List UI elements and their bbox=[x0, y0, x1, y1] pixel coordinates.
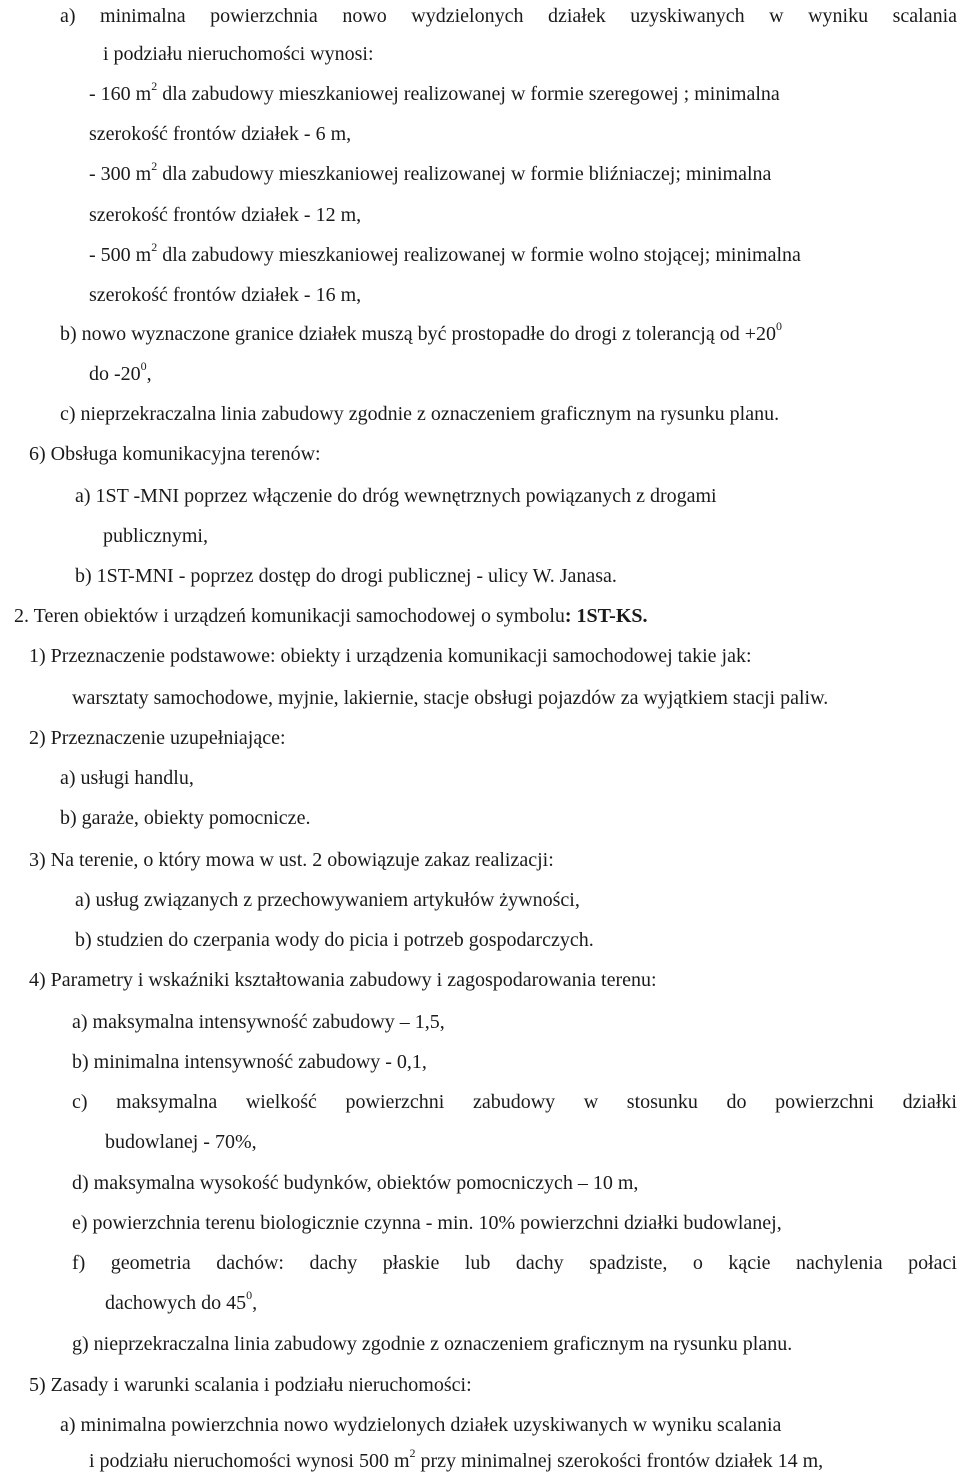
text-line: warsztaty samochodowe, myjnie, lakiernie, stacje obsługi pojazdów za wyjątkiem stacji paliw. bbox=[72, 687, 829, 709]
text-line: a) usługi handlu, bbox=[60, 767, 194, 789]
text-line: c) nieprzekraczalna linia zabudowy zgodnie z oznaczeniem graficznym na rysunku planu. bbox=[60, 403, 780, 425]
text-line: e) powierzchnia terenu biologicznie czynna - min. 10% powierzchni działki budowlanej, bbox=[72, 1212, 782, 1234]
text-line: 5) Zasady i warunki scalania i podziału nieruchomości: bbox=[29, 1374, 472, 1396]
text-line: b) nowo wyznaczone granice działek muszą być prostopadłe do drogi z tolerancją od $+20^0$ bbox=[60, 319, 783, 345]
text-line: b) studzien do czerpania wody do picia i potrzeb gospodarczych. bbox=[75, 929, 594, 951]
text-line: a) minimalna powierzchnia nowo wydzielonych działek uzyskiwanych w wyniku scalania bbox=[60, 5, 957, 27]
text-line: g) nieprzekraczalna linia zabudowy zgodnie z oznaczeniem graficznym na rysunku planu. bbox=[72, 1333, 793, 1355]
text-line: szerokość frontów działek - 12 m, bbox=[89, 204, 362, 226]
text-line: 2. Teren obiektów i urządzeń komunikacji samochodowej o symbolu: 1ST-KS. bbox=[14, 605, 648, 627]
text-line: 6) Obsługa komunikacyjna terenów: bbox=[29, 443, 321, 465]
text-line: d) maksymalna wysokość budynków, obiektów pomocniczych – 10 m, bbox=[72, 1172, 639, 1194]
text-line: 1) Przeznaczenie podstawowe: obiekty i urządzenia komunikacji samochodowej takie jak: bbox=[29, 645, 752, 667]
text-line: b) 1ST-MNI - poprzez dostęp do drogi publicznej - ulicy W. Janasa. bbox=[75, 565, 617, 587]
text-line: b) minimalna intensywność zabudowy - 0,1, bbox=[72, 1051, 427, 1073]
text-line: a) usług związanych z przechowywaniem artykułów żywności, bbox=[75, 889, 580, 911]
text-line: i podziału nieruchomości wynosi 500 $m^2$ przy minimalnej szerokości frontów działek 14 m, bbox=[89, 1446, 824, 1472]
text-line: publicznymi, bbox=[103, 525, 208, 547]
text-line: a) minimalna powierzchnia nowo wydzielonych działek uzyskiwanych w wyniku scalania bbox=[60, 1414, 782, 1436]
text-line: - 300 $m^2$ dla zabudowy mieszkaniowej realizowanej w formie bliźniaczej; minimalna bbox=[89, 159, 772, 185]
text-line: - 160 $m^2$ dla zabudowy mieszkaniowej realizowanej w formie szeregowej ; minimalna bbox=[89, 79, 780, 105]
text-line: 4) Parametry i wskaźniki kształtowania zabudowy i zagospodarowania terenu: bbox=[29, 969, 657, 991]
text-line: 3) Na terenie, o który mowa w ust. 2 obowiązuje zakaz realizacji: bbox=[29, 849, 554, 871]
text-line: - 500 $m^2$ dla zabudowy mieszkaniowej realizowanej w formie wolno stojącej; minimalna bbox=[89, 240, 801, 266]
text-line: dachowych do $45^0$, bbox=[105, 1288, 258, 1314]
text-line: c) maksymalna wielkość powierzchni zabudowy w stosunku do powierzchni działki bbox=[72, 1091, 957, 1113]
text-line: f) geometria dachów: dachy płaskie lub dachy spadziste, o kącie nachylenia połaci bbox=[72, 1252, 957, 1274]
text-line: b) garaże, obiekty pomocnicze. bbox=[60, 807, 311, 829]
text-line: szerokość frontów działek - 16 m, bbox=[89, 284, 362, 306]
text-line: a) maksymalna intensywność zabudowy – 1,5, bbox=[72, 1011, 445, 1033]
text-line: szerokość frontów działek - 6 m, bbox=[89, 123, 352, 145]
text-line: a) 1ST -MNI poprzez włączenie do dróg wewnętrznych powiązanych z drogami bbox=[75, 485, 717, 507]
text-line: 2) Przeznaczenie uzupełniające: bbox=[29, 727, 286, 749]
text-line: do $-20^0$, bbox=[89, 359, 152, 385]
text-line: budowlanej - 70%, bbox=[105, 1131, 257, 1153]
text-line: i podziału nieruchomości wynosi: bbox=[103, 43, 374, 65]
